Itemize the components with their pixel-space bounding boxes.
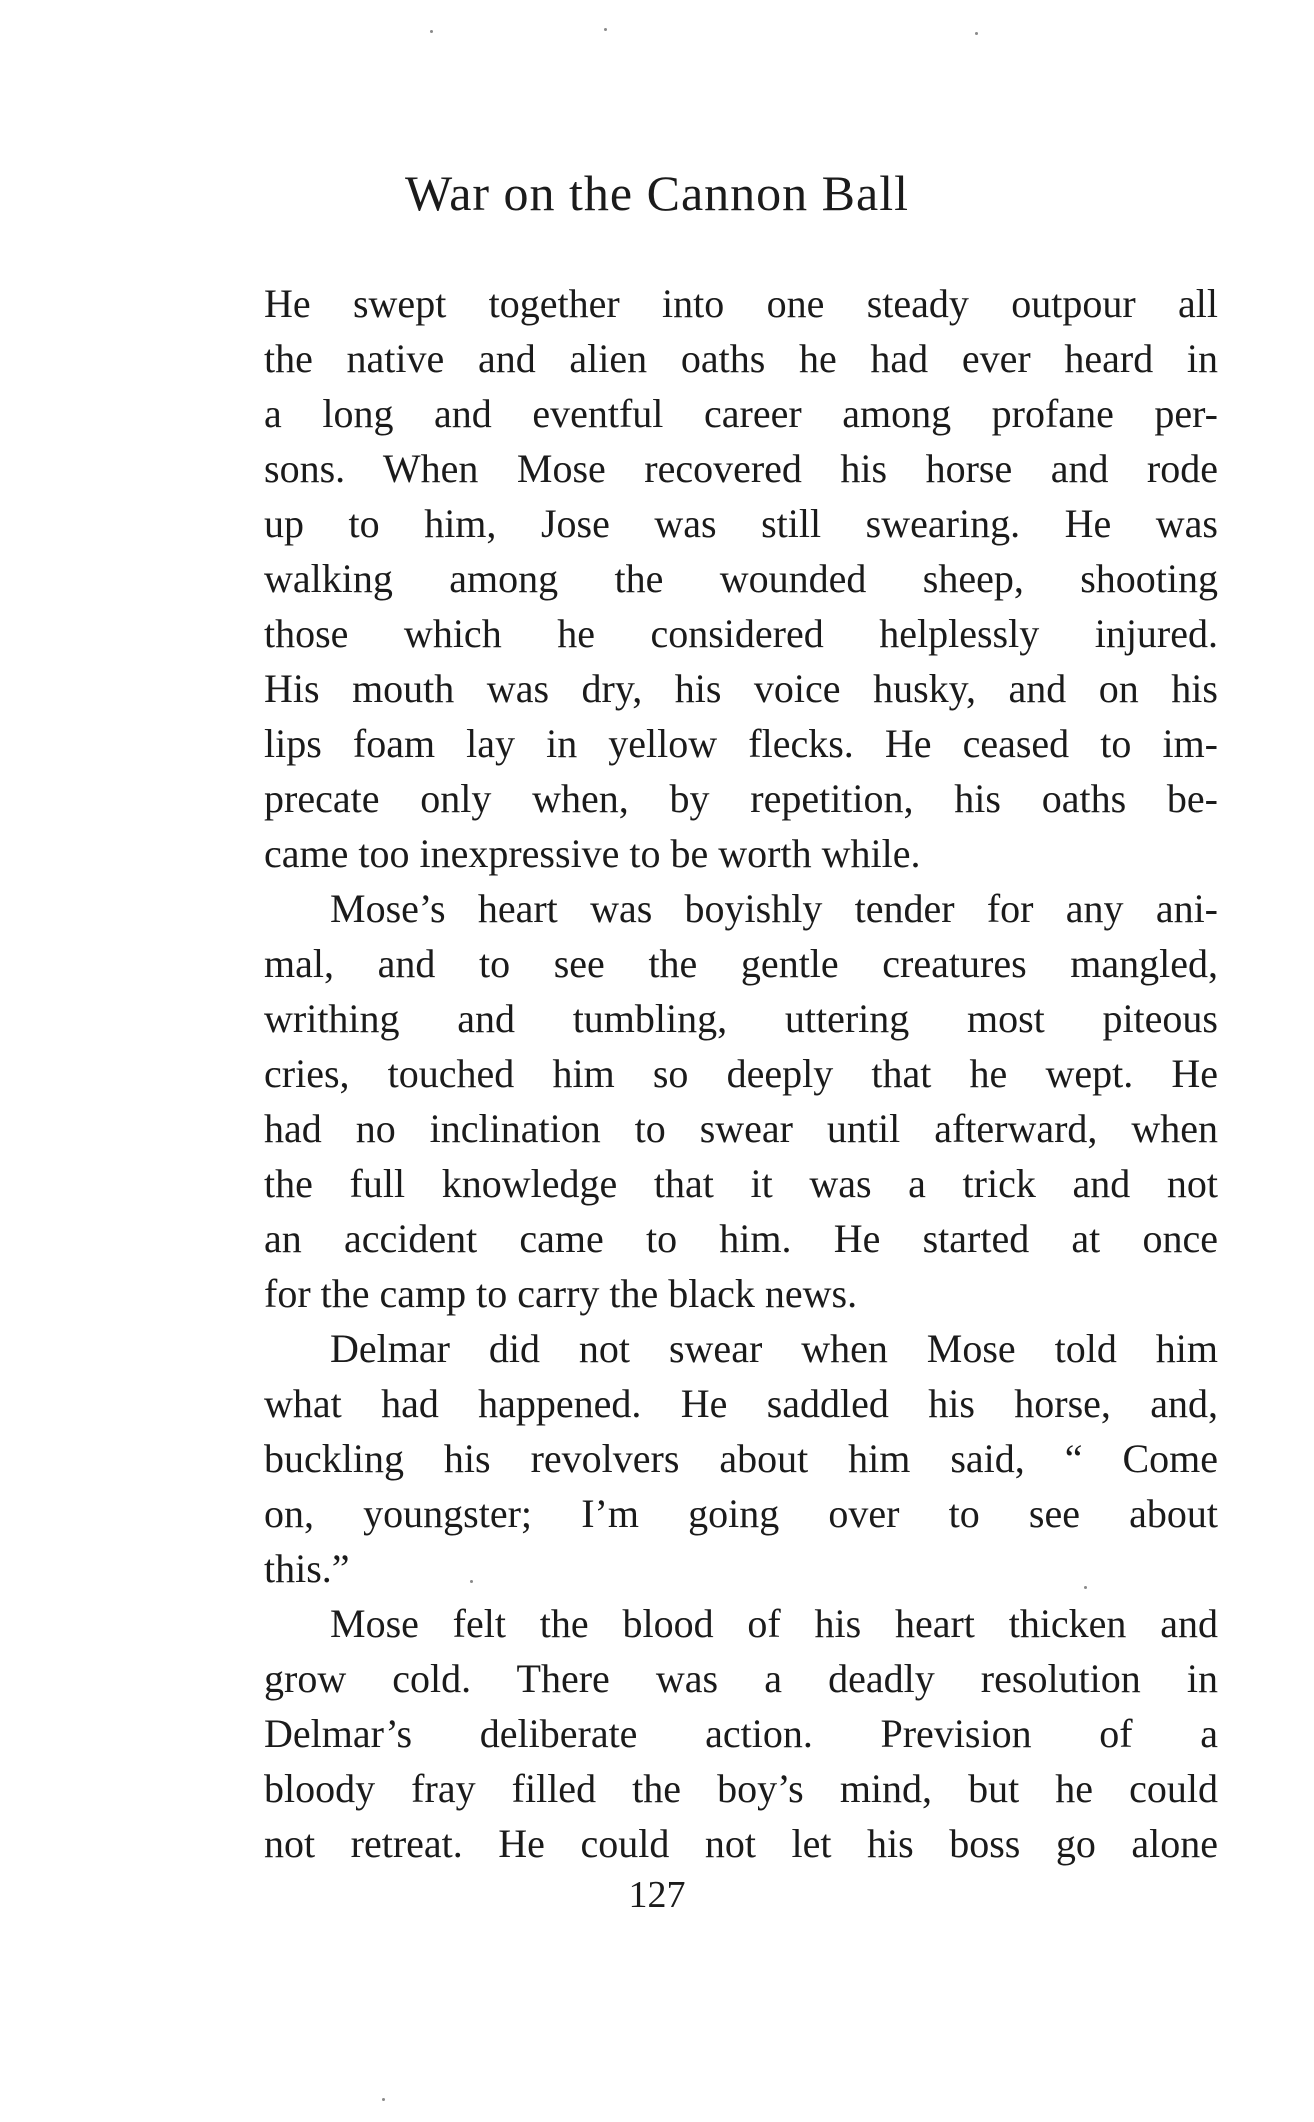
paragraph-2 [264, 881, 1218, 1321]
text-line: His mouth was dry, his voice husky, and on his [264, 666, 1218, 711]
text-line: Mose felt the blood of his heart thicken and [330, 1601, 1218, 1646]
text-line: mal, and to see the gentle creatures mangled, [264, 941, 1218, 986]
text-line: the full knowledge that it was a trick and not [264, 1161, 1218, 1206]
paragraph-4 [264, 1596, 1218, 1871]
text-line: walking among the wounded sheep, shooting [264, 556, 1218, 601]
text-line: Delmar’s deliberate action. Prevision of a [264, 1711, 1218, 1756]
page-number: 127 [628, 1874, 686, 1916]
body-text [264, 276, 1218, 1871]
print-speck [382, 2098, 385, 2101]
text-line: grow cold. There was a deadly resolution in [264, 1656, 1218, 1701]
text-line: not retreat. He could not let his boss go alone [264, 1821, 1218, 1866]
text-line: precate only when, by repetition, his oaths be- [264, 776, 1218, 821]
text-line: the native and alien oaths he had ever heard in [264, 336, 1218, 381]
text-line: those which he considered helplessly injured. [264, 611, 1218, 656]
paragraph-3 [264, 1321, 1218, 1596]
running-title: War on the Cannon Ball [405, 165, 909, 221]
text-line: lips foam lay in yellow flecks. He ceased to im- [264, 721, 1218, 766]
text-line: had no inclination to swear until afterward, when [264, 1106, 1218, 1151]
text-line: Mose’s heart was boyishly tender for any ani- [330, 886, 1218, 931]
text-line: a long and eventful career among profane per- [264, 391, 1218, 436]
text-line: for the camp to carry the black news. [264, 1271, 858, 1316]
text-line: on, youngster; I’m going over to see about [264, 1491, 1218, 1536]
paragraph-1 [264, 276, 1218, 881]
text-line: up to him, Jose was still swearing. He was [264, 501, 1218, 546]
text-line: cries, touched him so deeply that he wept. He [264, 1051, 1218, 1096]
print-speck [1084, 1586, 1087, 1589]
text-line: what had happened. He saddled his horse, and, [264, 1381, 1218, 1426]
text-line: sons. When Mose recovered his horse and rode [264, 446, 1218, 491]
print-speck [470, 1580, 473, 1583]
text-line: He swept together into one steady outpour all [264, 281, 1218, 326]
text-line: bloody fray filled the boy’s mind, but he could [264, 1766, 1218, 1811]
text-line: Delmar did not swear when Mose told him [330, 1326, 1218, 1371]
text-line: writhing and tumbling, uttering most piteous [264, 996, 1218, 1041]
text-line: buckling his revolvers about him said, “ Come [264, 1436, 1218, 1481]
text-line: came too inexpressive to be worth while. [264, 831, 921, 876]
text-line: an accident came to him. He started at once [264, 1216, 1218, 1261]
print-speck [975, 32, 978, 35]
print-speck [430, 30, 433, 33]
print-speck [604, 28, 607, 31]
text-line: this.” [264, 1546, 350, 1591]
